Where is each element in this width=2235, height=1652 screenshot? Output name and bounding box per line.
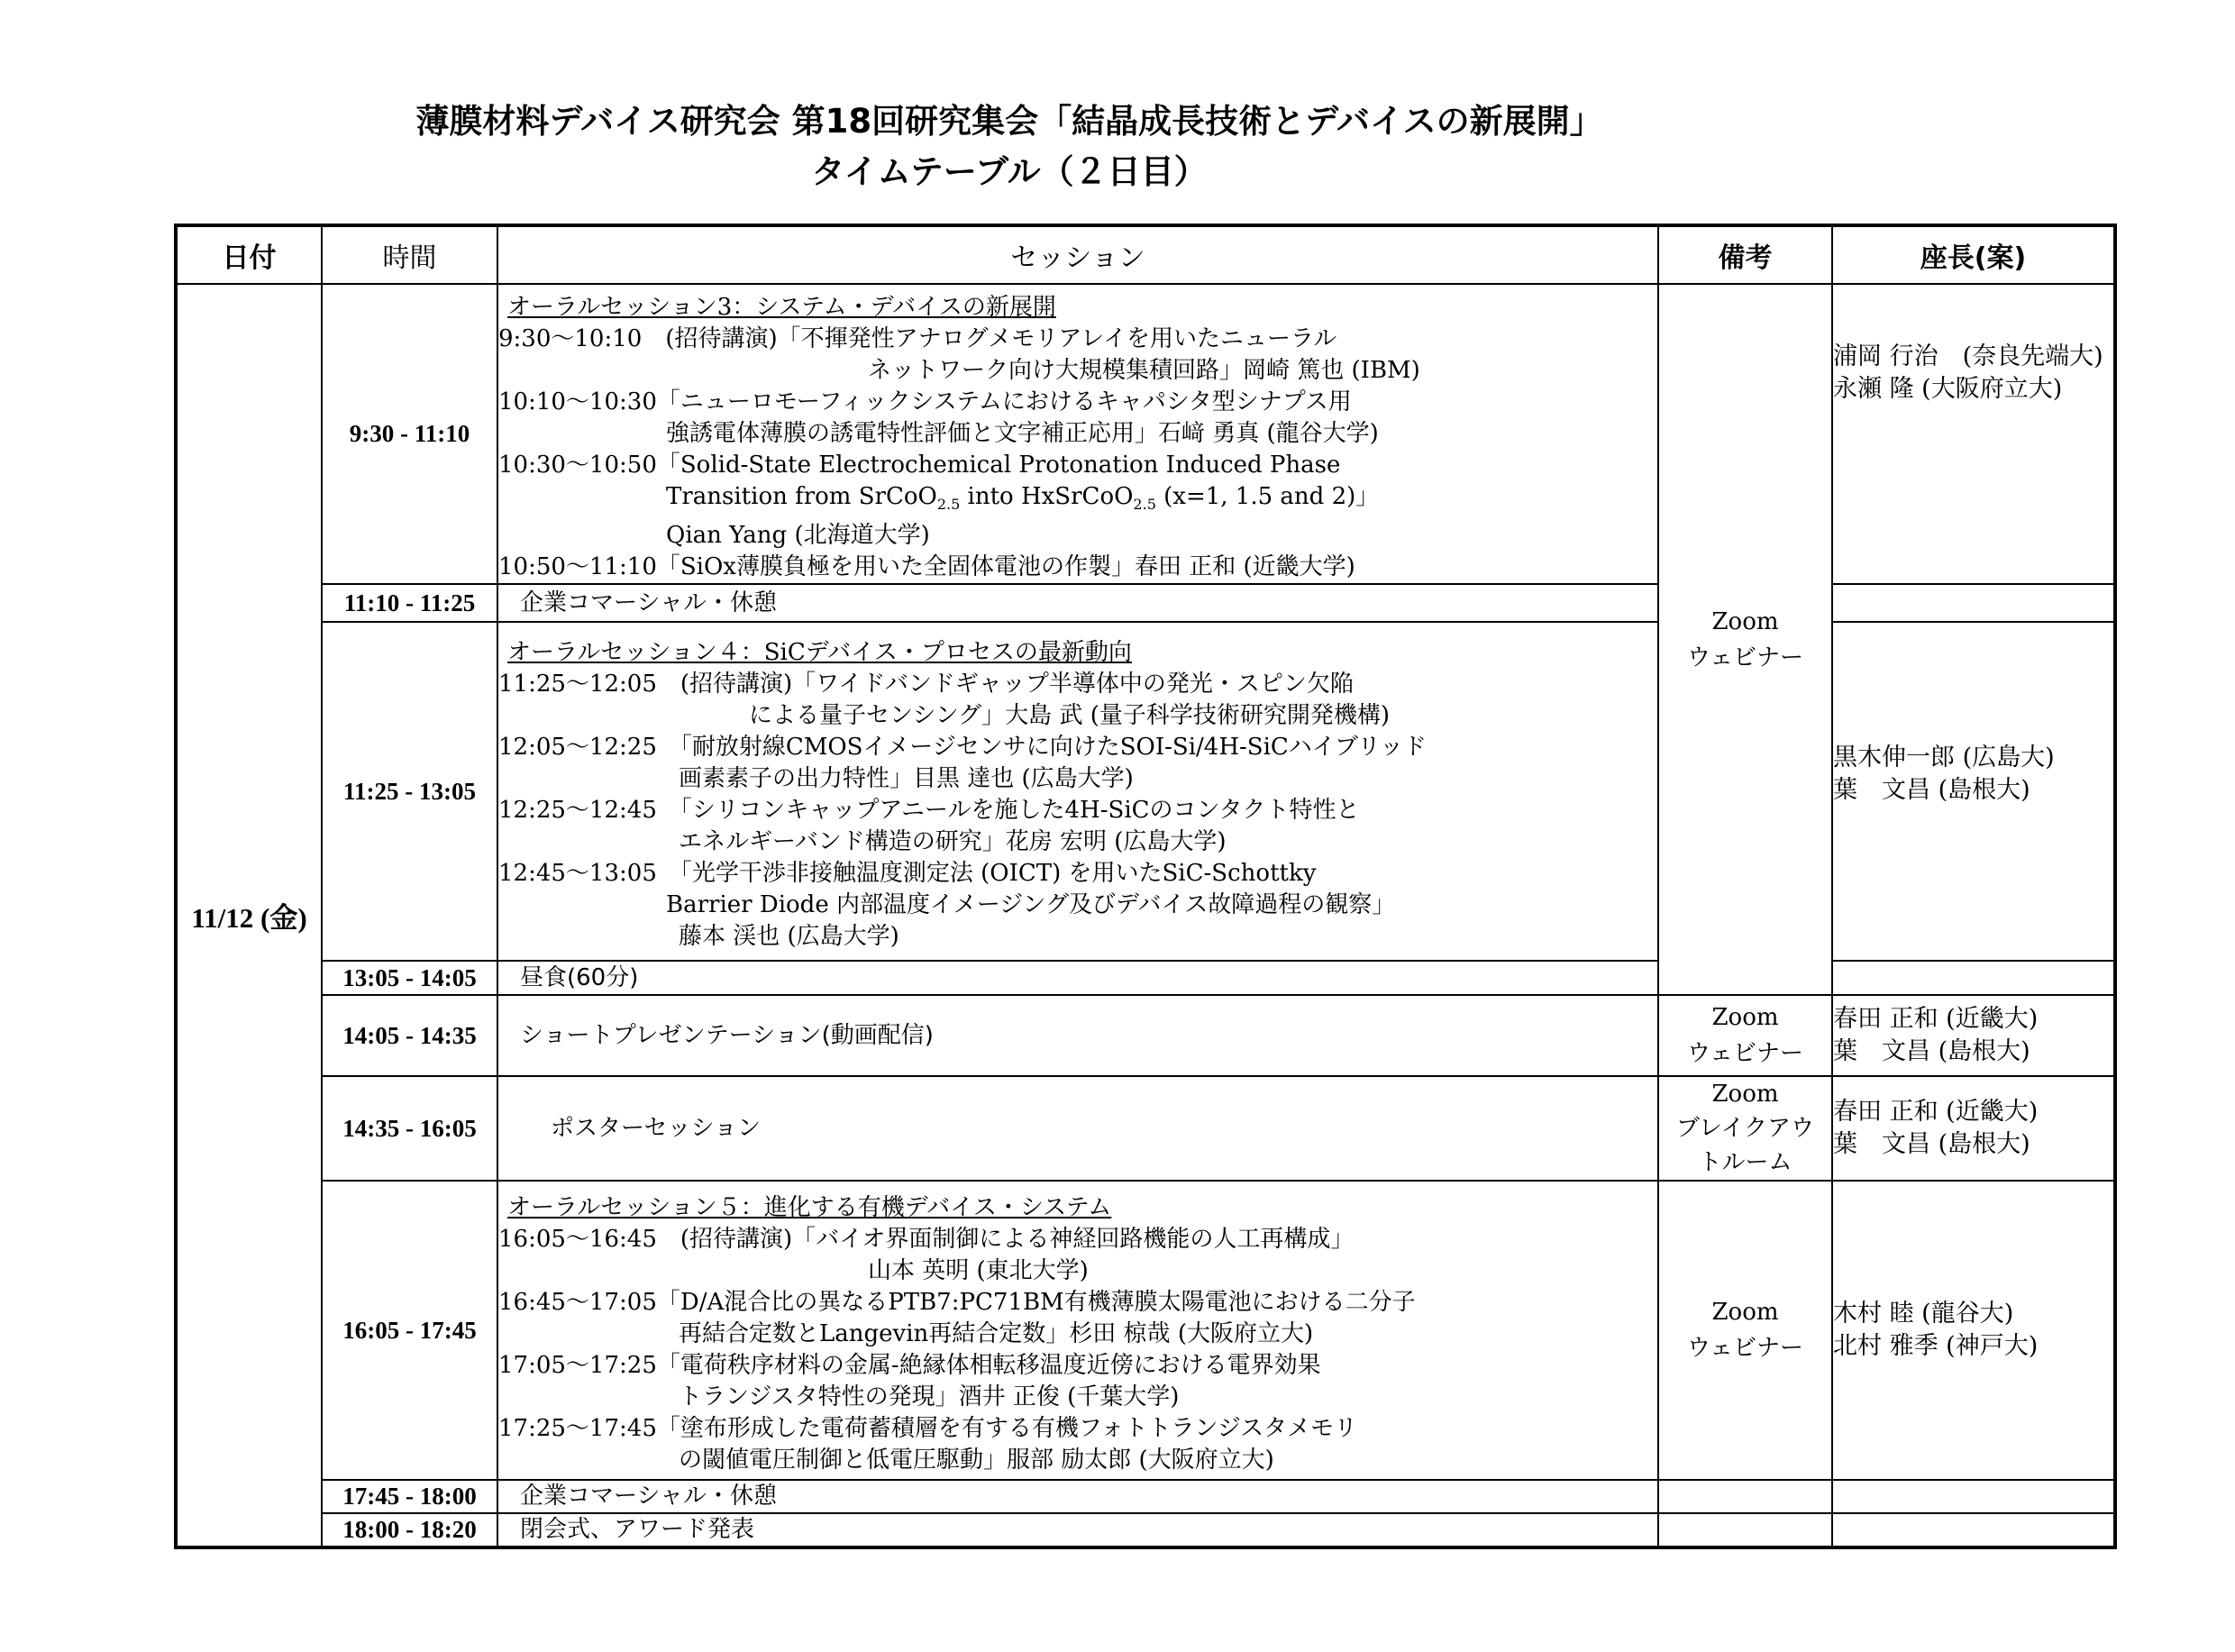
table-row: [176, 1181, 2115, 1480]
talk-line: Transition from SrCoO$_{2.5}$ into HxSrCoO$_{2.5}$ (x=1, 1.5 and 2)」: [666, 483, 1380, 514]
talk-line: 12:45〜13:05 「光学干渉非接触温度測定法 (OICT) を用いたSiC-Schottky: [498, 860, 1317, 888]
talk-line: 再結合定数とLangevin再結合定数」杉田 椋哉 (大阪府立大): [679, 1319, 1314, 1347]
session-title: オーラルセッション５：進化する有機デバイス・システム: [507, 1193, 1112, 1221]
header-row: [176, 225, 2115, 284]
document-subtitle: タイムテーブル（２日目）: [811, 152, 1208, 191]
note-line: Zoom: [1711, 1081, 1779, 1109]
header-date: 日付: [176, 225, 322, 284]
header-chair: 座長(案): [1832, 225, 2115, 284]
chair-line: 春田 正和 (近畿大): [1833, 1098, 2039, 1127]
chair-line: 木村 睦 (龍谷大): [1833, 1300, 2014, 1328]
time-cell: 9:30 - 11:10: [322, 284, 497, 584]
table-row: [176, 1480, 2115, 1513]
session-cell: ショートプレゼンテーション(動画配信): [497, 995, 1658, 1076]
note-line: Zoom: [1711, 607, 1779, 635]
talk-line: エネルギーバンド構造の研究」花房 宏明 (広島大学): [679, 828, 1227, 856]
chair-cell: [1832, 1480, 2115, 1513]
session-cell: 企業コマーシャル・休憩: [497, 1480, 1658, 1513]
session-cell: [497, 284, 1658, 584]
table-row: [176, 995, 2115, 1076]
talk-line: 山本 英明 (東北大学): [868, 1256, 1089, 1284]
time-cell: 11:10 - 11:25: [322, 584, 497, 622]
notes-cell: [1658, 1513, 1832, 1547]
talk-line: の閾値電圧制御と低電圧駆動」服部 励太郎 (大阪府立大): [679, 1446, 1274, 1474]
talk-line: ネットワーク向け大規模集積回路」岡崎 篤也 (IBM): [868, 357, 1420, 384]
session-cell: [497, 622, 1658, 961]
talk-line: 12:25〜12:45 「シリコンキャップアニールを施した4H-SiCのコンタクト特性と: [498, 797, 1360, 825]
chair-cell: [1832, 995, 2115, 1076]
chair-line: 黒木伸一郎 (広島大): [1833, 744, 2055, 772]
header-session: セッション: [497, 225, 1658, 284]
note-line: Zoom: [1711, 1299, 1779, 1327]
chair-cell: [1832, 1181, 2115, 1480]
chair-line: 永瀬 隆 (大阪府立大): [1833, 375, 2063, 403]
time-cell: 17:45 - 18:00: [322, 1480, 497, 1513]
header-notes: 備考: [1658, 225, 1832, 284]
note-line: ウェビナー: [1687, 643, 1803, 671]
talk-line: 11:25〜12:05 (招待講演)「ワイドバンドギャップ半導体中の発光・スピン欠陥: [498, 671, 1354, 698]
chair-cell: [1832, 584, 2115, 622]
talk-line: トランジスタ特性の発現」酒井 正俊 (千葉大学): [679, 1383, 1180, 1410]
talk-line: 10:50〜11:10「SiOx薄膜負極を用いた全固体電池の作製」春田 正和 (近畿大学): [498, 553, 1355, 581]
talk-line: 画素素子の出力特性」目黒 達也 (広島大学): [679, 765, 1134, 793]
notes-cell: [1658, 1181, 1832, 1480]
document-title: 薄膜材料デバイス研究会 第18回研究集会「結晶成長技術とデバイスの新展開」: [415, 102, 1603, 141]
time-cell: 14:35 - 16:05: [322, 1076, 497, 1181]
talk-line: 10:10〜10:30「ニューロモーフィックシステムにおけるキャパシタ型シナプス用: [498, 388, 1352, 415]
session-cell: 閉会式、アワード発表: [497, 1513, 1658, 1547]
notes-cell: [1658, 1076, 1832, 1181]
notes-cell: [1658, 995, 1832, 1076]
chair-line: 北村 雅季 (神戸大): [1833, 1332, 2039, 1361]
note-line: トルーム: [1698, 1149, 1793, 1177]
chair-line: 葉 文昌 (島根大): [1833, 1037, 2030, 1066]
chair-cell: [1832, 622, 2115, 961]
talk-line: 藤本 渓也 (広島大学): [679, 923, 899, 951]
table-row: [176, 1076, 2115, 1181]
note-line: ウェビナー: [1687, 1040, 1803, 1068]
talk-line: Barrier Diode 内部温度イメージング及びデバイス故障過程の観察」: [666, 891, 1396, 919]
talk-line: 17:25〜17:45「塗布形成した電荷蓄積層を有する有機フォトトランジスタメモリ: [498, 1414, 1358, 1442]
chair-cell: [1832, 1076, 2115, 1181]
session-cell: [497, 1181, 1658, 1480]
time-cell: 13:05 - 14:05: [322, 961, 497, 995]
time-cell: 16:05 - 17:45: [322, 1181, 497, 1480]
talk-line: Qian Yang (北海道大学): [666, 522, 930, 550]
timetable: [174, 224, 2117, 1549]
time-cell: 11:25 - 13:05: [322, 622, 497, 961]
session-title: オーラルセッション3：システム・デバイスの新展開: [507, 294, 1056, 321]
session-title: オーラルセッション４：SiCデバイス・プロセスの最新動向: [507, 639, 1132, 667]
chair-line: 葉 文昌 (島根大): [1833, 1130, 2030, 1159]
chair-line: 葉 文昌 (島根大): [1833, 776, 2030, 805]
chair-cell: [1832, 1513, 2115, 1547]
talk-line: 16:45〜17:05「D/A混合比の異なるPTB7:PC71BM有機薄膜太陽電池における二分子: [498, 1288, 1416, 1316]
talk-line: 10:30〜10:50「Solid-State Electrochemical Protonation Induced Phase: [498, 452, 1341, 479]
notes-cell: [1658, 284, 1832, 995]
time-cell: 18:00 - 18:20: [322, 1513, 497, 1547]
header-time: 時間: [322, 225, 497, 284]
chair-line: 浦岡 行治 (奈良先端大): [1833, 342, 2103, 370]
talk-line: 16:05〜16:45 (招待講演)「バイオ界面制御による神経回路機能の人工再構成」: [498, 1225, 1355, 1253]
note-line: Zoom: [1711, 1004, 1779, 1032]
talk-line: 強誘電体薄膜の誘電特性評価と文字補正応用」石﨑 勇真 (龍谷大学): [666, 420, 1379, 447]
session-cell: 昼食(60分): [497, 961, 1658, 995]
date-cell: 11/12 (金): [176, 284, 322, 1547]
session-cell: ポスターセッション: [497, 1076, 1658, 1181]
talk-line: による量子センシング」大島 武 (量子科学技術研究開発機構): [749, 702, 1390, 730]
chair-cell: [1832, 284, 2115, 584]
note-line: ブレイクアウ: [1675, 1115, 1815, 1143]
talk-line: 12:05〜12:25 「耐放射線CMOSイメージセンサに向けたSOI-Si/4H-SiCハイブリッド: [498, 734, 1427, 762]
talk-line: 9:30〜10:10 (招待講演)「不揮発性アナログメモリアレイを用いたニューラル: [498, 325, 1337, 352]
talk-line: 17:05〜17:25「電荷秩序材料の金属-絶縁体相転移温度近傍における電界効果: [498, 1351, 1321, 1379]
chair-cell: [1832, 961, 2115, 995]
time-cell: 14:05 - 14:35: [322, 995, 497, 1076]
table-row: [176, 284, 2115, 584]
session-cell: 企業コマーシャル・休憩: [497, 584, 1658, 622]
notes-cell: [1658, 1480, 1832, 1513]
table-row: [176, 1513, 2115, 1547]
note-line: ウェビナー: [1687, 1335, 1803, 1363]
chair-line: 春田 正和 (近畿大): [1833, 1005, 2039, 1034]
